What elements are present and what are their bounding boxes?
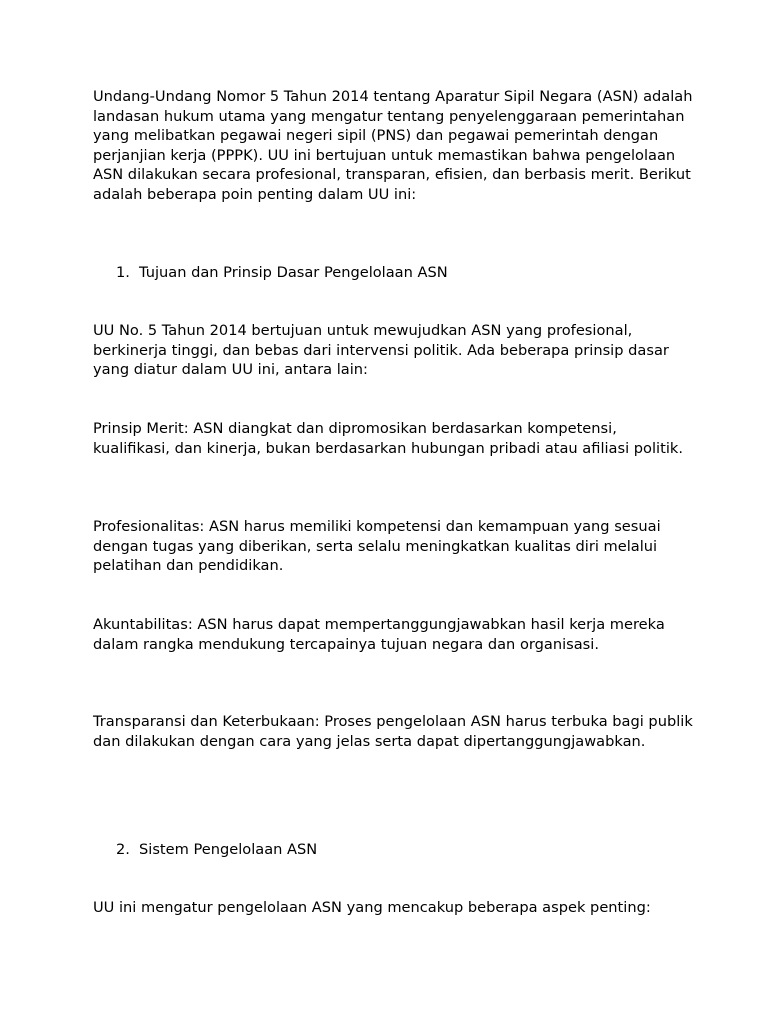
section1-intro-paragraph: UU No. 5 Tahun 2014 bertujuan untuk mewujudkan ASN yang profesional, berkinerja tinggi, dan bebas dari intervensi politik. Ada beberapa prinsip dasar yang diatur dalam UU ini, antara lain: xyxy=(93,322,669,379)
principle-transparency-paragraph: Transparansi dan Keterbukaan: Proses pengelolaan ASN harus terbuka bagi publik dan dilakukan dengan cara yang jelas serta dapat dipertanggungjawabkan. xyxy=(93,713,693,750)
principle-merit-paragraph: Prinsip Merit: ASN diangkat dan dipromosikan berdasarkan kompetensi, kualifikasi, dan kinerja, bukan berdasarkan hubungan pribadi atau afiliasi politik. xyxy=(93,420,683,457)
section-heading-1 xyxy=(116,263,448,283)
principle-accountability-paragraph: Akuntabilitas: ASN harus dapat mempertanggungjawabkan hasil kerja mereka dalam rangka mendukung tercapainya tujuan negara dan organisasi. xyxy=(93,616,665,653)
section-number-2: 2. xyxy=(116,841,130,858)
section-title-1: Tujuan dan Prinsip Dasar Pengelolaan ASN xyxy=(139,264,448,281)
intro-paragraph: Undang-Undang Nomor 5 Tahun 2014 tentang Aparatur Sipil Negara (ASN) adalah landasan hukum utama yang mengatur tentang penyelenggaraan pemerintahan yang melibatkan pegawai negeri sipil (PNS) dan pegawai pemerintah dengan perjanjian kerja (PPPK). UU ini bertujuan untuk memastikan bahwa pengelolaan ASN dilakukan secara profesional, transparan, efisien, dan berbasis merit. Berikut adalah beberapa poin penting dalam UU ini: xyxy=(93,88,693,203)
section-title-2: Sistem Pengelolaan ASN xyxy=(139,841,318,858)
section-number-1: 1. xyxy=(116,264,130,281)
section2-intro-paragraph: UU ini mengatur pengelolaan ASN yang mencakup beberapa aspek penting: xyxy=(93,899,651,916)
principle-professional-paragraph: Profesionalitas: ASN harus memiliki kompetensi dan kemampuan yang sesuai dengan tugas yang diberikan, serta selalu meningkatkan kualitas diri melalui pelatihan dan pendidikan. xyxy=(93,518,661,575)
section-heading-2 xyxy=(116,840,317,860)
